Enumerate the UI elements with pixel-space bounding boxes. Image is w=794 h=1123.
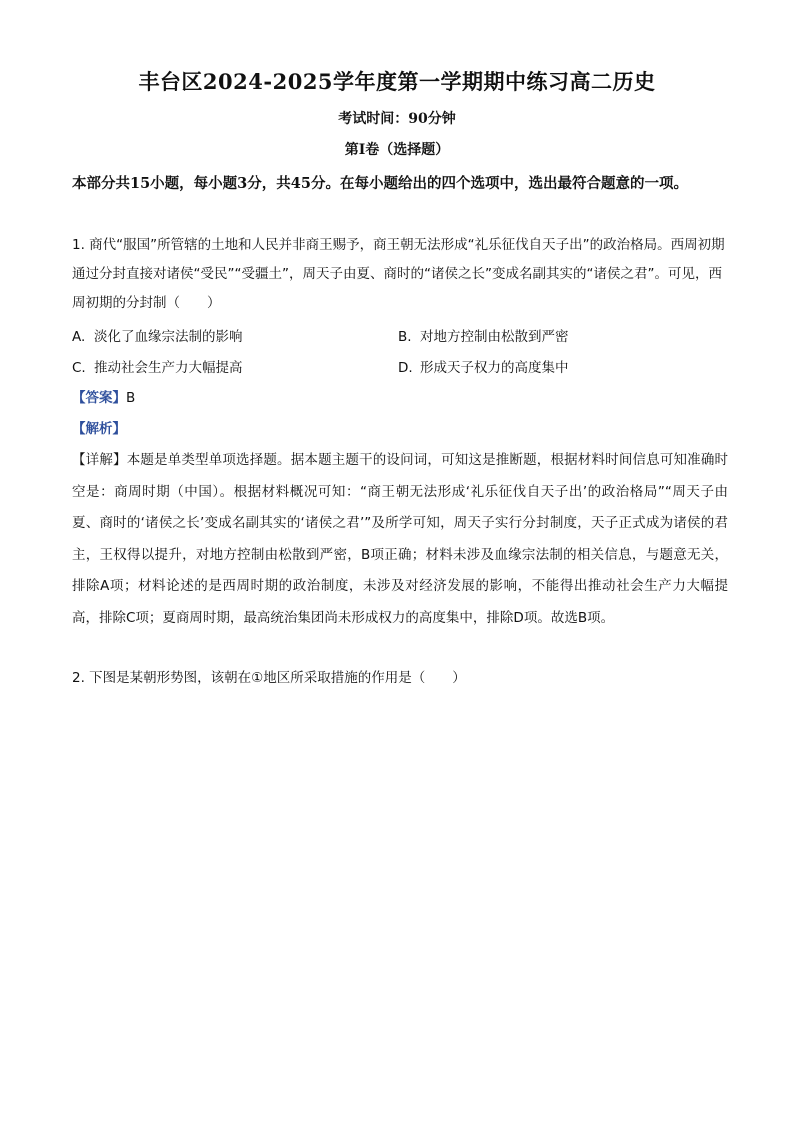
analysis-tag: 【解析】	[72, 421, 126, 437]
option-text: 推动社会生产力大幅提高	[94, 360, 243, 376]
option-d	[398, 353, 724, 384]
option-text: 对地方控制由松散到严密	[420, 329, 569, 345]
question-2-stem: 2. 下图是某朝形势图，该朝在①地区所采取措施的作用是（ ）	[72, 670, 466, 686]
detail-tag: 【详解】	[72, 452, 127, 468]
section-instructions: 本部分共15小题，每小题3分，共45分。在每小题给出的四个选项中，选出最符合题意的一项。	[72, 175, 688, 192]
question-1-stem: 1. 商代“服国”所管辖的土地和人民并非商王赐予，商王朝无法形成“礼乐征伐自天子出”的政治格局。西周初期通过分封直接对诸侯“受民”“受疆土”，周天子由夏、商时的“诸侯之长”变成名副其实的“诸侯之君”。可见，西周初期的分封制（ ）	[72, 237, 725, 311]
option-letter: A.	[72, 329, 86, 345]
page-title: 丰台区2024-2025学年度第一学期期中练习高二历史	[138, 69, 656, 94]
detail-text: 本题是单类型单项选择题。据本题主题干的设问词，可知这是推断题，根据材料时间信息可知准确时空是：商周时期（中国）。根据材料概况可知：“商王朝无法形成‘礼乐征伐自天子出’的政治格局”“周天子由夏、商时的‘诸侯之长’变成名副其实的‘诸侯之君’”及所学可知，周天子实行分封制度，天子正式成为诸侯的君主，王权得以提升，对地方控制由松散到严密，B项正确；材料未涉及血缘宗法制的相关信息，与题意无关，排除A项；材料论述的是西周时期的政治制度，未涉及对经济发展的影响，不能得出推动社会生产力大幅提高，排除C项；夏商周时期，最高统治集团尚未形成权力的高度集中，排除D项。故选B项。	[72, 452, 729, 626]
volume-heading: 第Ⅰ卷（选择题）	[344, 142, 450, 158]
analysis-line	[72, 415, 126, 444]
answer-line	[72, 384, 135, 413]
option-c	[72, 353, 398, 384]
exam-time: 考试时间：90分钟	[338, 111, 456, 127]
answer-tag: 【答案】	[72, 390, 126, 406]
options-row-1	[72, 322, 728, 353]
option-text: 形成天子权力的高度集中	[420, 360, 569, 376]
option-letter: C.	[72, 360, 86, 376]
option-a	[72, 322, 398, 353]
question-1-options	[72, 322, 728, 384]
option-letter: D.	[398, 360, 413, 376]
options-row-2	[72, 353, 728, 384]
option-text: 淡化了血缘宗法制的影响	[94, 329, 243, 345]
detail-explanation	[72, 445, 728, 634]
option-b	[398, 322, 724, 353]
option-letter: B.	[398, 329, 412, 345]
answer-value: B	[126, 390, 136, 406]
